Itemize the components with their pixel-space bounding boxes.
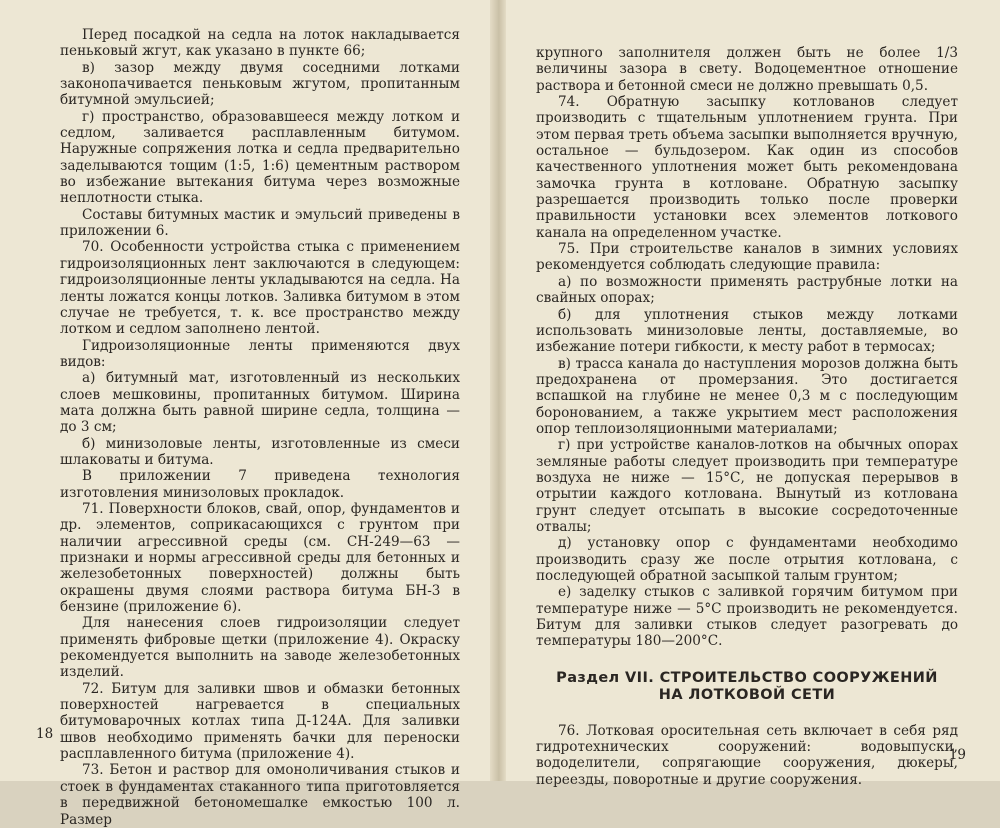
paragraph: 70. Особенности устройства стыка с применением гидроизоляционных лент заключаются в следующем: гидроизоляционные ленты укладываются на седла. На ленты ложатся концы лотков. Заливка битумом в этом случае не требуется, т. к. все пространство между лотком и седлом заполнено лентой. xyxy=(60,239,460,338)
right-page xyxy=(506,0,1000,788)
paragraph: Перед посадкой на седла на лоток накладывается пеньковый жгут, как указано в пункте 66; xyxy=(60,27,460,60)
paragraph: д) установку опор с фундаментами необходимо производить сразу же после отрытия котлована, с последующей обратной засыпкой талым грунтом; xyxy=(536,535,958,584)
left-page-text xyxy=(60,27,460,828)
right-page-text-bottom xyxy=(536,723,958,788)
left-page-number: 18 xyxy=(36,726,54,742)
section-heading xyxy=(536,670,958,704)
paragraph: 73. Бетон и раствор для омоноличивания стыков и стоек в фундаментах стаканного типа приготовляется в передвижной бетономешалке емкостью 100 л. Размер xyxy=(60,762,460,828)
right-page-text-top xyxy=(536,45,958,650)
section-heading-line-1: Раздел VII. СТРОИТЕЛЬСТВО СООРУЖЕНИЙ xyxy=(556,669,938,686)
paragraph: а) по возможности применять раструбные лотки на свайных опорах; xyxy=(536,273,958,307)
paragraph: В приложении 7 приведена технология изготовления минизоловых прокладок. xyxy=(60,468,460,501)
left-page xyxy=(0,0,490,828)
paragraph: г) пространство, образовавшееся между лотком и седлом, заливается расплавленным битумом. Наружные сопряжения лотка и седла предварительно заделываются тощим (1:5, 1:6) цементным раствором во избежание вытекания битума через возможные неплотности стыка. xyxy=(60,108,460,207)
paragraph: в) трасса канала до наступления морозов должна быть предохранена от промерзания. Это достигается вспашкой на глубине не менее 0,3 м с последующим боронованием, а также укрытием мест расположения опор теплоизоляционными материалами; xyxy=(536,355,958,437)
book-gutter xyxy=(490,0,506,781)
paragraph: в) зазор между двумя соседними лотками законопачивается пеньковым жгутом, пропитанным битумной эмульсией; xyxy=(60,59,460,109)
paragraph: Составы битумных мастик и эмульсий приведены в приложении 6. xyxy=(60,206,460,240)
paragraph: г) при устройстве каналов-лотков на обычных опорах земляные работы следует производить при температуре воздуха не ниже — 15°С, не допуская перерывов в отрытии каждого котлована. Вынутый из котлована грунт следует отсыпать в высокие сосредоточенные отвалы; xyxy=(536,437,958,535)
paragraph: 72. Битум для заливки швов и обмазки бетонных поверхностей нагревается в специальных битумоварочных котлах типа Д-124А. Для заливки швов необходимо применять бачки для переноски расплавленного битума (приложение 4). xyxy=(60,680,460,763)
paragraph: б) минизоловые ленты, изготовленные из смеси шлаковаты и битума. xyxy=(60,435,460,468)
paragraph: 74. Обратную засыпку котлованов следует производить с тщательным уплотнением грунта. При этом первая треть объема засыпки выполняется вручную, остальное — бульдозером. Как один из способов качественного уплотнения может быть рекомендована замочка грунта в котловане. Обратную засыпку разрешается производить только после проверки правильности установки всех элементов лоткового канала на определенном участке. xyxy=(536,94,958,241)
paragraph: Гидроизоляционные ленты применяются двух видов: xyxy=(60,337,460,370)
paragraph: а) битумный мат, изготовленный из нескольких слоев мешковины, пропитанных битумом. Ширина мата должна быть равной ширине седла, толщина — до 3 см; xyxy=(60,370,460,436)
paragraph: крупного заполнителя должен быть не более 1/3 величины зазора в свету. Водоцементное отношение раствора и бетонной смеси не должно превышать 0,5. xyxy=(536,45,958,94)
paragraph: Для нанесения слоев гидроизоляции следует применять фибровые щетки (приложение 4). Окраску рекомендуется выполнить на заводе железобетонных изделий. xyxy=(60,615,460,681)
paragraph: 71. Поверхности блоков, свай, опор, фундаментов и др. элементов, соприкасающихся с грунтом при наличии агрессивной среды (см. СН-249—63 — признаки и нормы агрессивной среды для бетонных и железобетонных поверхностей) должны быть окрашены двумя слоями раствора битума БН-3 в бензине (приложение 6). xyxy=(60,500,460,616)
paragraph: е) заделку стыков с заливкой горячим битумом при температуре ниже — 5°С производить не рекомендуется. Битум для заливки стыков следует разогревать до температуры 180—200°С. xyxy=(536,584,958,650)
paragraph: б) для уплотнения стыков между лотками использовать минизоловые ленты, доставляемые, во избежание потери гибкости, к месту работ в термосах; xyxy=(536,306,958,356)
paragraph: 75. При строительстве каналов в зимних условиях рекомендуется соблюдать следующие правила: xyxy=(536,241,958,274)
section-heading-line-2: НА ЛОТКОВОЙ СЕТИ xyxy=(658,686,836,703)
right-page-number: 19 xyxy=(948,747,966,763)
paragraph: 76. Лотковая оросительная сеть включает в себя ряд гидротехнических сооружений: водовыпуски, вододелители, сопрягающие сооружения, дюкеры, переезды, поворотные и другие сооружения. xyxy=(536,722,958,788)
